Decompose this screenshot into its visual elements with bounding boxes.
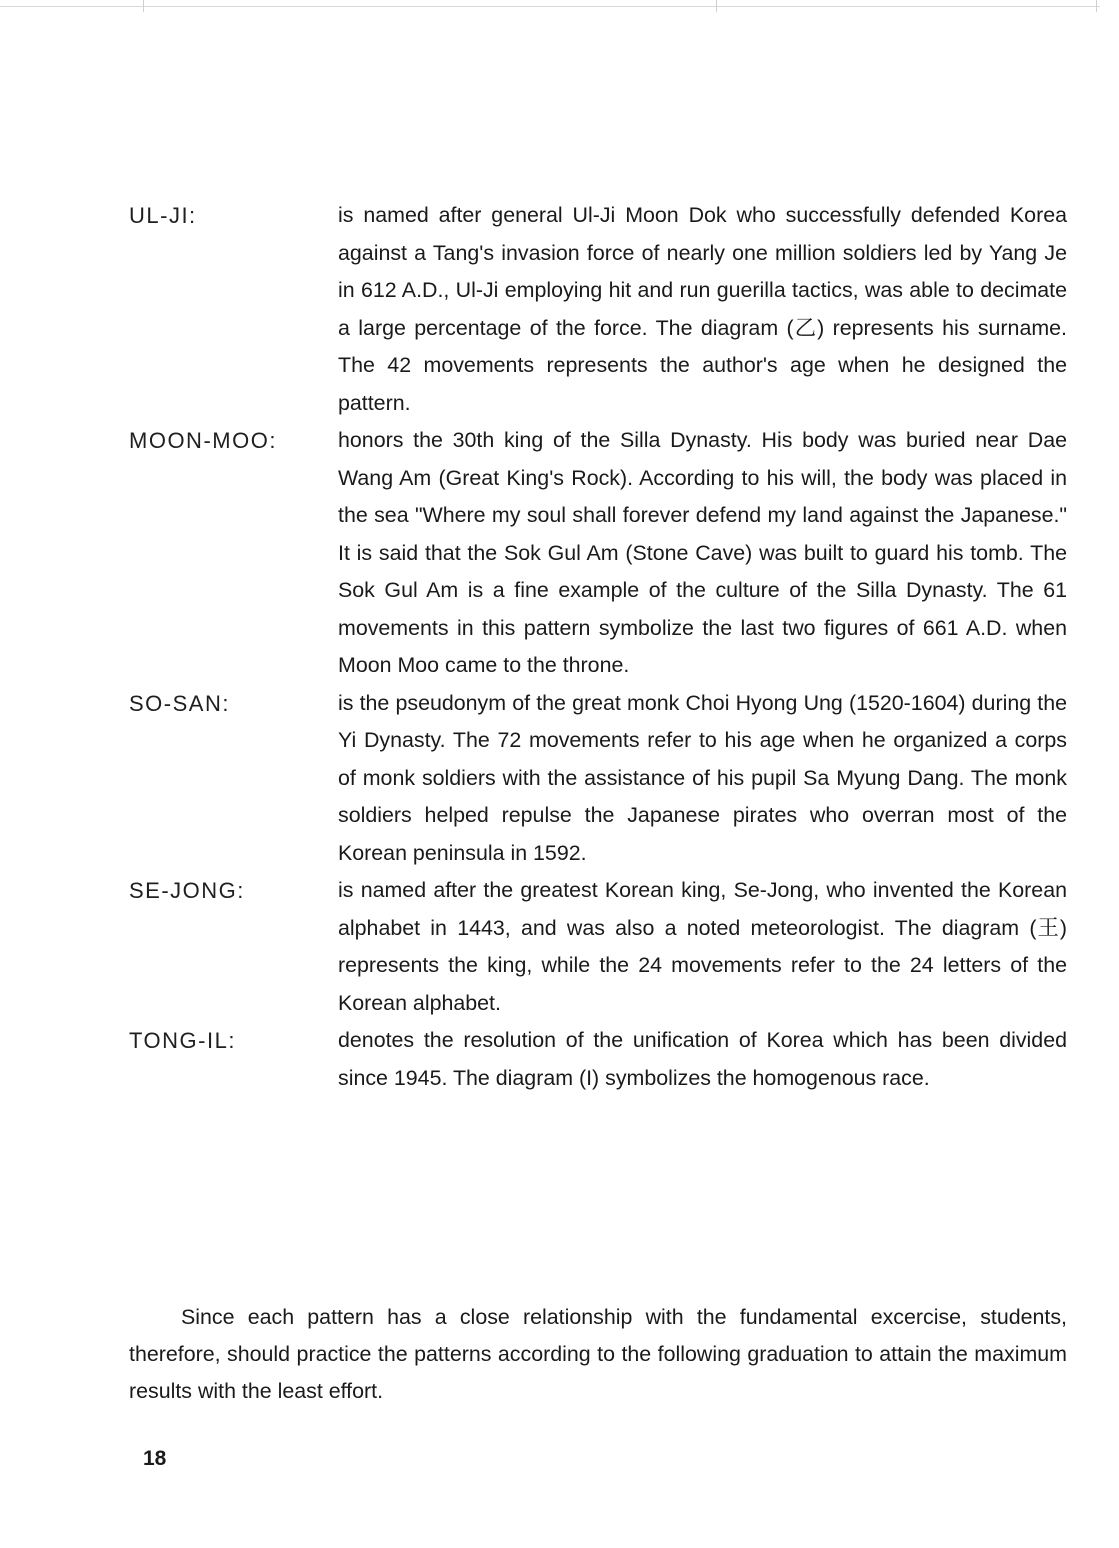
definition-text: is named after general Ul-Ji Moon Dok who successfully defended Korea against a Tang's invasion force of nearly one million soldiers led by Yang Je in 612 A.D., Ul-Ji employing hit and run guerilla tactics, was able to decimate a large percentage of the force. The diagram ( — [338, 203, 1067, 340]
entry-tong-il — [129, 1022, 1067, 1097]
entry-moon-moo — [129, 422, 1067, 685]
page-edge-tick — [143, 0, 144, 12]
page-number: 18 — [143, 1447, 167, 1470]
definition-text: ) represents his surname. The 42 movements represents the author's age when he designed the pattern. — [338, 315, 1067, 415]
term-tong-il: TONG-IL: — [129, 1028, 236, 1053]
term-moon-moo: MOON-MOO: — [129, 428, 277, 453]
definition-text: ) represents the king, while the 24 movements refer to the 24 letters of the Korean alphabet. — [338, 915, 1067, 1015]
definition-moon-moo: honors the 30th king of the Silla Dynasty. His body was buried near Dae Wang Am (Great King's Rock). According to his will, the body was placed in the sea "Where my soul shall forever defend my land against the Japanese." It is said that the Sok Gul Am (Stone Cave) was built to guard his tomb. The Sok Gul Am is a fine example of the culture of the Silla Dynasty. The 61 movements in this pattern symbolize the last two figures of 661 A.D. when Moon Moo came to the throne. — [338, 428, 1067, 677]
term-ul-ji: UL-JI: — [129, 203, 197, 228]
page-edge-tick — [716, 0, 717, 12]
page-edge-tick — [1096, 0, 1097, 12]
definition-so-san: is the pseudonym of the great monk Choi Hyong Ung (1520-1604) during the Yi Dynasty. The 72 movements refer to his age when he organized a corps of monk soldiers with the assistance of his pupil Sa Myung Dang. The monk soldiers helped repulse the Japanese pirates who overran most of the Korean peninsula in 1592. — [338, 690, 1067, 865]
definition-se-jong — [338, 872, 1067, 1022]
definition-text: is named after the greatest Korean king, Se-Jong, who invented the Korean alphabet in 1443, and was also a noted meteorologist. The diagram ( — [338, 878, 1067, 940]
se-jong-diagram-glyph: 王 — [1037, 915, 1059, 941]
entry-se-jong — [129, 872, 1067, 1022]
entry-ul-ji — [129, 197, 1067, 422]
ul-ji-diagram-glyph: 乙 — [794, 315, 817, 341]
definition-tong-il: denotes the resolution of the unification of Korea which has been divided since 1945. The diagram (I) symbolizes the homogenous race. — [338, 1028, 1067, 1090]
page-top-edge-rule — [0, 6, 1100, 7]
closing-paragraph: Since each pattern has a close relationship with the fundamental excercise, students, therefore, should practice the patterns according to the following graduation to attain the maximum results with the least effort. — [129, 1305, 1067, 1404]
entry-so-san — [129, 685, 1067, 873]
pattern-definition-list — [129, 197, 1067, 1097]
term-so-san: SO-SAN: — [129, 690, 230, 716]
term-se-jong: SE-JONG: — [129, 878, 245, 903]
definition-ul-ji — [338, 197, 1067, 422]
